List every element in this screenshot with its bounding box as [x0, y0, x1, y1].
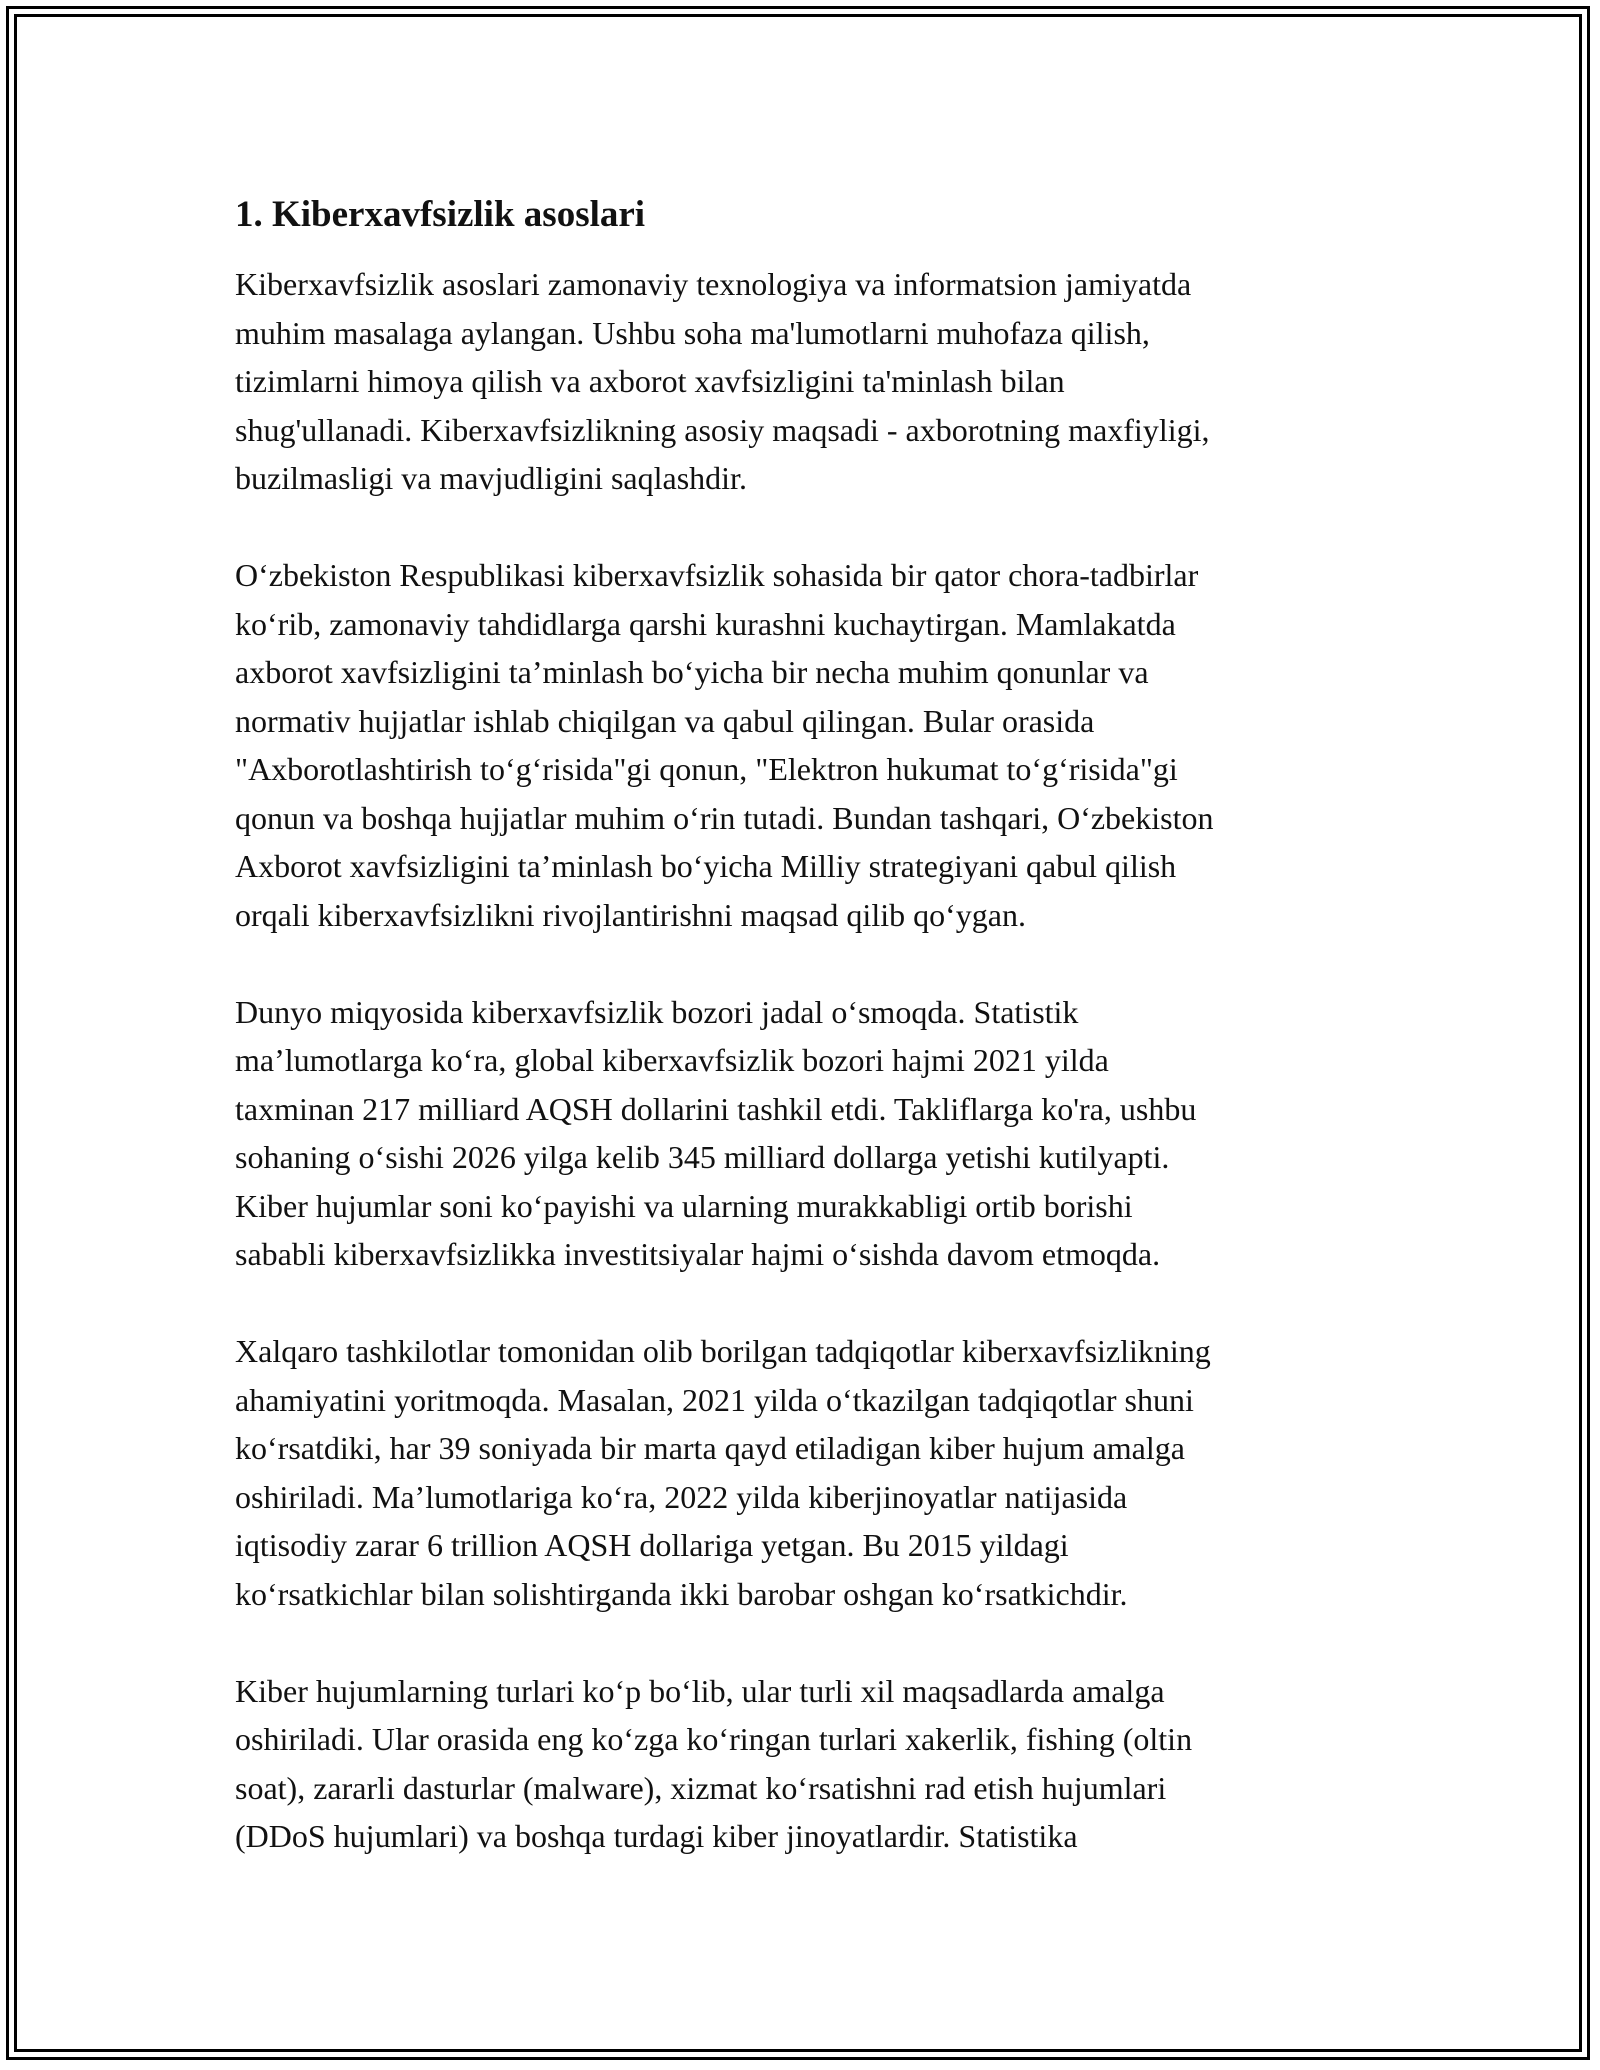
text-line: Dunyo miqyosida kiberxavfsizlik bozori jadal o‘smoqda. Statistik: [235, 993, 1079, 1030]
text-line: axborot xavfsizligini ta’minlash bo‘yicha bir necha muhim qonunlar va: [235, 654, 1149, 690]
text-line: ma’lumotlarga ko‘ra, global kiberxavfsizlik bozori hajmi 2021 yilda: [235, 1042, 1109, 1078]
section-title: 1. Kiberxavfsizlik asoslari: [235, 194, 646, 235]
text-line: sohaning o‘sishi 2026 yilga kelib 345 milliard dollarga yetishi kutilyapti.: [235, 1139, 1170, 1175]
text-line: shug'ullanadi. Kiberxavfsizlikning asosiy maqsadi - axborotning maxfiyligi,: [235, 411, 1210, 448]
text-line: ko‘rsatkichlar bilan solishtirganda ikki barobar oshgan ko‘rsatkichdir.: [235, 1575, 1128, 1612]
text-line: ahamiyatini yoritmoqda. Masalan, 2021 yilda o‘tkazilgan tadqiqotlar shuni: [235, 1381, 1194, 1418]
text-line: Xalqaro tashkilotlar tomonidan olib borilgan tadqiqotlar kiberxavfsizlikning: [235, 1333, 1211, 1369]
text-line: sababli kiberxavfsizlikka investitsiyalar hajmi o‘sishda davom etmoqda.: [235, 1236, 1161, 1272]
text-line: taxminan 217 milliard AQSH dollarini tashkil etdi. Takliflarga ko'ra, ushbu: [235, 1090, 1197, 1127]
text-line: O‘zbekiston Respublikasi kiberxavfsizlik sohasida bir qator chora-tadbirlar: [235, 557, 1199, 593]
text-line: soat), zararli dasturlar (malware), xizmat ko‘rsatishni rad etish hujumlari: [235, 1769, 1167, 1806]
text-line: normativ hujjatlar ishlab chiqilgan va qabul qilingan. Bular orasida: [235, 702, 1095, 739]
text-line: muhim masalaga aylangan. Ushbu soha ma'lumotlarni muhofaza qilish,: [235, 314, 1150, 351]
text-line: (DDoS hujumlari) va boshqa turdagi kiber jinoyatlardir. Statistika: [235, 1818, 1078, 1854]
text-line: Kiberxavfsizlik asoslari zamonaviy texnologiya va informatsion jamiyatda: [235, 266, 1192, 302]
paragraph-4: [235, 1327, 1395, 1618]
paragraph-2: [235, 551, 1395, 939]
text-line: buzilmasligi va mavjudligini saqlashdir.: [235, 460, 747, 496]
text-line: ko‘rsatdiki, har 39 soniyada bir marta qayd etiladigan kiber hujum amalga: [235, 1430, 1185, 1466]
paragraph-5: [235, 1667, 1395, 1861]
text-line: oshiriladi. Ular orasida eng ko‘zga ko‘ringan turlari xakerlik, fishing (oltin: [235, 1721, 1193, 1757]
paragraph-1: [235, 260, 1395, 503]
text-line: Kiber hujumlar soni ko‘payishi va ularning murakkabligi ortib borishi: [235, 1187, 1133, 1224]
text-line: "Axborotlashtirish to‘g‘risida"gi qonun, "Elektron hukumat to‘g‘risida"gi: [235, 751, 1178, 787]
text-line: orqali kiberxavfsizlikni rivojlantirishni maqsad qilib qo‘ygan.: [235, 896, 1026, 933]
text-line: Kiber hujumlarning turlari ko‘p bo‘lib, ular turli xil maqsadlarda amalga: [235, 1672, 1165, 1709]
text-line: iqtisodiy zarar 6 trillion AQSH dollariga yetgan. Bu 2015 yildagi: [235, 1527, 1069, 1563]
text-line: oshiriladi. Ma’lumotlariga ko‘ra, 2022 yilda kiberjinoyatlar natijasida: [235, 1478, 1128, 1515]
paragraph-3: [235, 988, 1395, 1279]
text-line: tizimlarni himoya qilish va axborot xavfsizligini ta'minlash bilan: [235, 363, 1065, 399]
text-line: Axborot xavfsizligini ta’minlash bo‘yicha Milliy strategiyani qabul qilish: [235, 848, 1177, 884]
text-line: ko‘rib, zamonaviy tahdidlarga qarshi kurashni kuchaytirgan. Mamlakatda: [235, 605, 1176, 642]
text-line: qonun va boshqa hujjatlar muhim o‘rin tutadi. Bundan tashqari, O‘zbekiston: [235, 799, 1214, 836]
document-body: [235, 188, 1395, 1909]
